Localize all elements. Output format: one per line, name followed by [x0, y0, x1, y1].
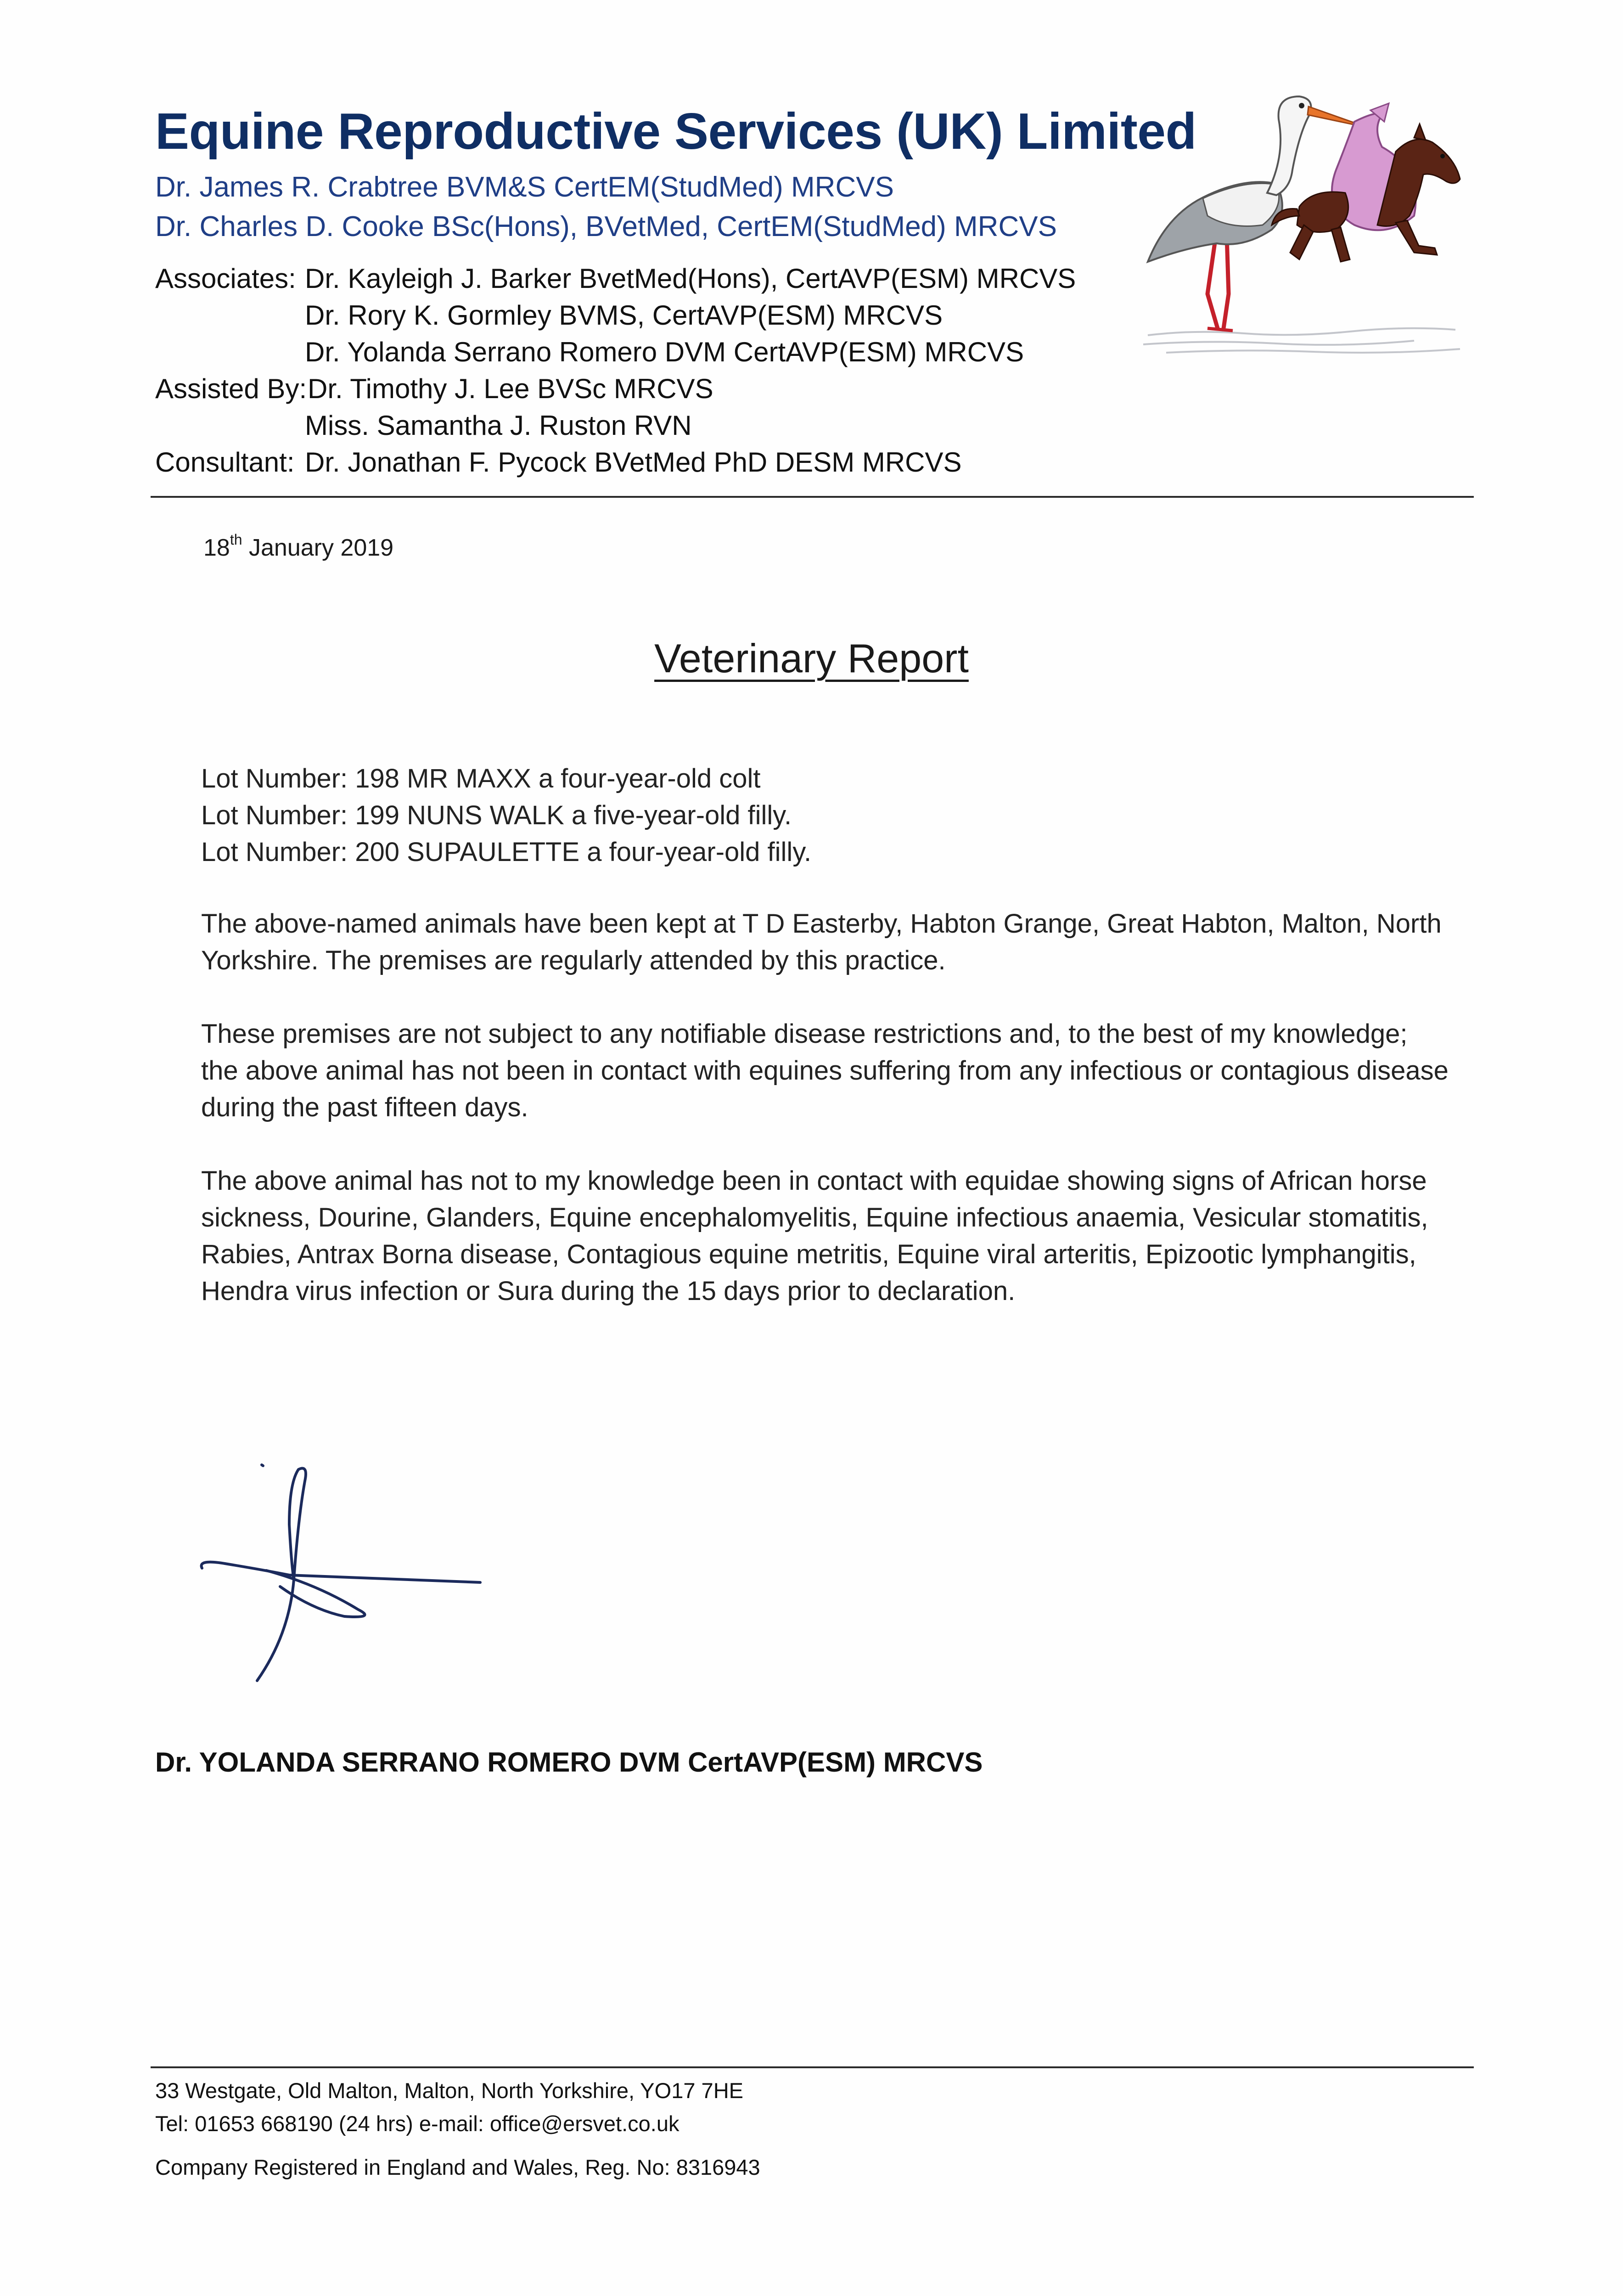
assisted-label: Assisted By:	[155, 373, 307, 404]
stork-carrying-foal-logo	[1139, 78, 1483, 363]
report-title-text: Veterinary Report	[654, 636, 969, 681]
footer-registration: Company Registered in England and Wales, Reg. No: 8316943	[155, 2155, 760, 2179]
associates-label: Associates:	[155, 263, 296, 294]
assistant-2: Miss. Samantha J. Ruston RVN	[305, 410, 692, 441]
handwritten-signature	[152, 1378, 500, 1704]
footer-contact: Tel: 01653 668190 (24 hrs) e-mail: office@ersvet.co.uk	[155, 2111, 680, 2136]
paragraph-restrictions: These premises are not subject to any notifiable disease restrictions and, to the best of my knowledge; the above animal has not been in contact with equines suffering from any infectious or contagious disease during the past fifteen days.	[201, 1019, 1449, 1122]
date-suffix: th	[230, 531, 242, 548]
associate-1: Dr. Kayleigh J. Barker BvetMed(Hons), CertAVP(ESM) MRCVS	[305, 263, 1076, 294]
letter-date	[203, 531, 394, 562]
lot-line-3: Lot Number: 200 SUPAULETTE a four-year-old filly.	[201, 837, 812, 867]
lot-line-1: Lot Number: 198 MR MAXX a four-year-old colt	[201, 764, 761, 793]
director-1: Dr. James R. Crabtree BVM&S CertEM(StudMed) MRCVS	[155, 171, 894, 203]
header-divider	[151, 496, 1474, 498]
company-name: Equine Reproductive Services (UK) Limited	[155, 103, 1196, 160]
director-2: Dr. Charles D. Cooke BSc(Hons), BVetMed, CertEM(StudMed) MRCVS	[155, 211, 1057, 242]
consultant-label: Consultant:	[155, 447, 295, 478]
consultant-name: Dr. Jonathan F. Pycock BVetMed PhD DESM MRCVS	[305, 447, 962, 478]
associate-3: Dr. Yolanda Serrano Romero DVM CertAVP(ESM) MRCVS	[305, 337, 1024, 367]
paragraph-diseases: The above animal has not to my knowledge been in contact with equidae showing signs of African horse sickness, Dourine, Glanders, Equine encephalomyelitis, Equine infectious anaemia, Vesicular stomatitis, Rabies, Antrax Borna disease, Contagious equine metritis, Equine viral arteritis, Epizootic lymphangitis, Hendra virus infection or Sura during the 15 days prior to declaration.	[201, 1166, 1428, 1306]
report-title	[0, 635, 1623, 682]
assistant-1: Dr. Timothy J. Lee BVSc MRCVS	[308, 373, 713, 404]
signatory-name: Dr. YOLANDA SERRANO ROMERO DVM CertAVP(ESM) MRCVS	[155, 1747, 983, 1778]
paragraph-premises: The above-named animals have been kept at T D Easterby, Habton Grange, Great Habton, Malton, North Yorkshire. The premises are regularly attended by this practice.	[201, 909, 1442, 975]
associate-2: Dr. Rory K. Gormley BVMS, CertAVP(ESM) MRCVS	[305, 300, 943, 331]
date-month-year: January 2019	[242, 535, 394, 561]
lot-line-2: Lot Number: 199 NUNS WALK a five-year-old filly.	[201, 800, 792, 830]
footer-address: 33 Westgate, Old Malton, Malton, North Yorkshire, YO17 7HE	[155, 2078, 743, 2103]
footer-divider	[151, 2066, 1474, 2068]
date-day: 18	[203, 535, 230, 561]
